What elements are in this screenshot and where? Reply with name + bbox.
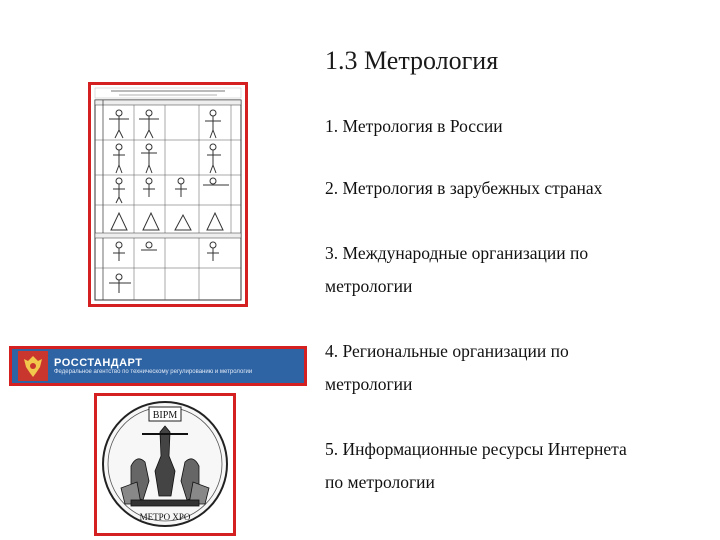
rosstandart-subtitle: Федеральное агентство по техническому регулированию и метрологии (54, 369, 253, 375)
slide-title: 1.3 Метрология (325, 46, 499, 75)
rosstandart-name: РОССТАНДАРТ (54, 357, 143, 369)
list-item: 1. Метрология в России (325, 116, 503, 136)
figure-grid-icon (91, 85, 245, 304)
bipm-medal-image (94, 393, 236, 536)
svg-text:BIPM: BIPM (152, 410, 178, 421)
list-item: 3. Международные организации по метрологии (325, 243, 589, 296)
list-item: 2. Метрология в зарубежных странах (325, 178, 603, 198)
svg-text:METPO XPO: METPO XPO (139, 512, 191, 522)
emblem-icon (18, 351, 48, 381)
list-item: 5. Информационные ресурсы Интернета по метрологии (325, 439, 627, 492)
bipm-seal-icon (97, 396, 233, 533)
rosstandart-logo (9, 346, 307, 386)
list-item: 4. Региональные организации по метрологии (325, 341, 569, 394)
anthropometric-chart-image (88, 82, 248, 307)
